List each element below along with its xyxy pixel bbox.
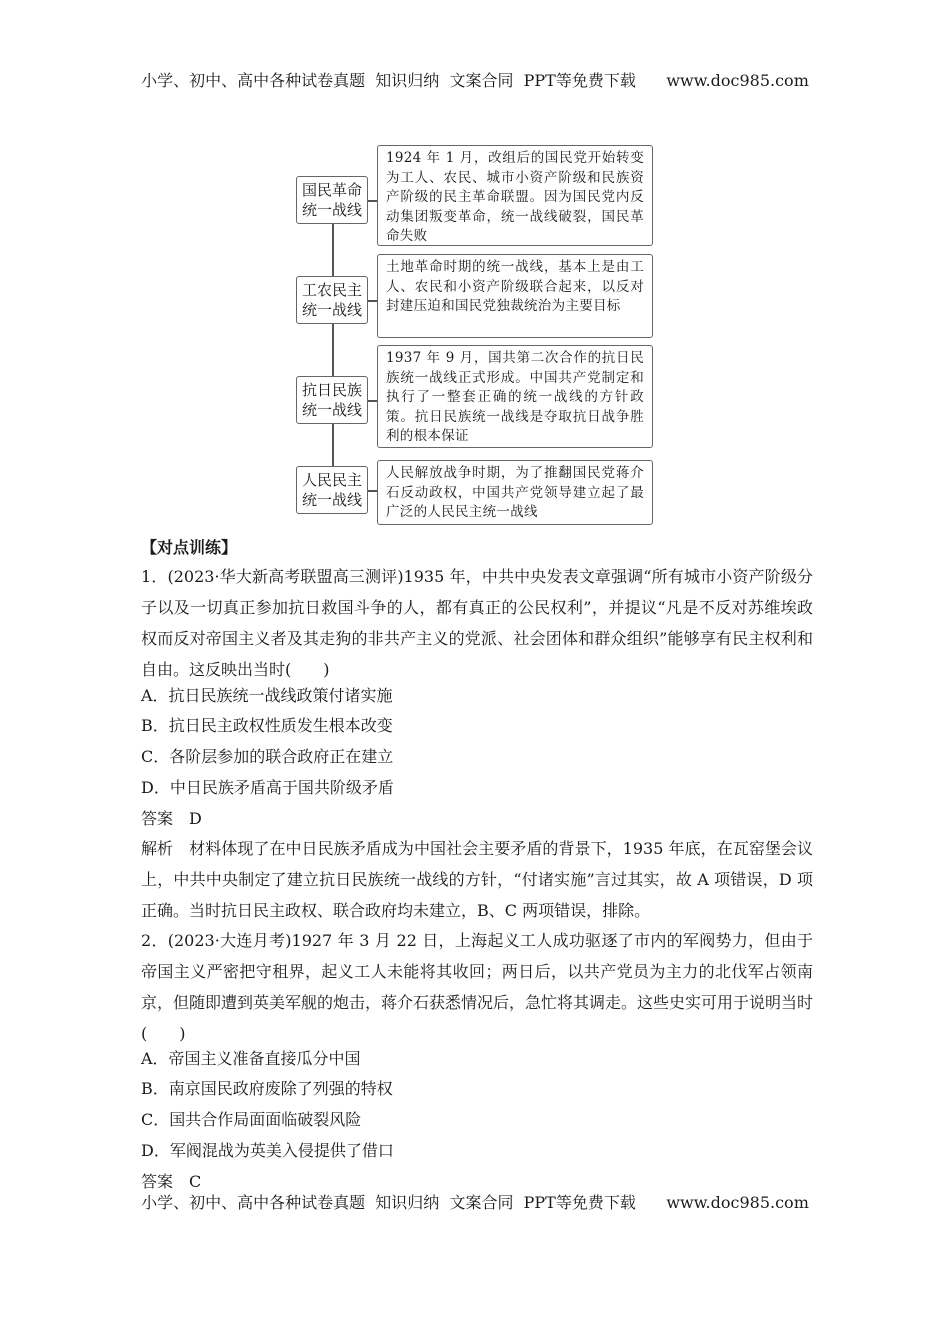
node-worker-peasant: 工农民主统一战线: [296, 276, 368, 324]
page-header: 小学、初中、高中各种试卷真题 知识归纳 文案合同 PPT等免费下载 www.doc985.com: [141, 71, 809, 90]
connector: [368, 300, 377, 302]
q2-option-a: A．帝国主义准备直接瓜分中国: [141, 1049, 361, 1068]
page-footer: 小学、初中、高中各种试卷真题 知识归纳 文案合同 PPT等免费下载 www.doc985.com: [141, 1193, 809, 1212]
desc-anti-japanese: 1937 年 9 月，国共第二次合作的抗日民族统一战线正式形成。中国共产党制定和执行了一整套正确的统一战线的方针政策。抗日民族统一战线是夺取抗日战争胜利的根本保证: [377, 345, 653, 448]
node-peoples-democratic: 人民民主统一战线: [296, 466, 368, 514]
q1-analysis: 解析 材料体现了在中日民族矛盾成为中国社会主要矛盾的背景下，1935 年底，在瓦窑堡会议上，中共中央制定了建立抗日民族统一战线的方针，“付诸实施”言过其实，故 A 项错误，D 项正确。当时抗日民主政权、联合政府均未建立，B、C 两项错误，排除。: [141, 839, 813, 920]
q2-answer: 答案 C: [141, 1172, 202, 1191]
q2-option-d: D．军阀混战为英美入侵提供了借口: [141, 1141, 394, 1160]
connector: [368, 400, 377, 402]
connector: [368, 490, 377, 492]
q1-stem: 1．(2023·华大新高考联盟高三测评)1935 年，中共中央发表文章强调“所有城市小资产阶级分子以及一切真正参加抗日救国斗争的人，都有真正的公民权利”，并提议“凡是不反对苏维埃政权而反对帝国主义者及其走狗的非共产主义的党派、社会团体和群众组织”能够享有民主权利和自由。这反映出当时( ): [141, 567, 813, 679]
desc-worker-peasant: 土地革命时期的统一战线，基本上是由工人、农民和小资产阶级联合起来，以反对封建压迫和国民党独裁统治为主要目标: [377, 254, 653, 338]
q1-answer: 答案 D: [141, 809, 202, 828]
q2-option-b: B．南京国民政府废除了列强的特权: [141, 1079, 393, 1098]
desc-national-revolution: 1924 年 1 月，改组后的国民党开始转变为工人、农民、城市小资产阶级和民族资产阶级的民主革命联盟。因为国民党内反动集团叛变革命，统一战线破裂，国民革命失败: [377, 145, 653, 246]
section-title: 【对点训练】: [141, 538, 238, 557]
q1-option-a: A．抗日民族统一战线政策付诸实施: [141, 686, 393, 705]
node-national-revolution: 国民革命统一战线: [296, 176, 368, 224]
q1-option-c: C．各阶层参加的联合政府正在建立: [141, 747, 394, 766]
q1-option-d: D．中日民族矛盾高于国共阶级矛盾: [141, 778, 394, 797]
node-anti-japanese: 抗日民族统一战线: [296, 376, 368, 424]
diagram-spine: [332, 180, 334, 497]
q1-option-b: B．抗日民主政权性质发生根本改变: [141, 716, 393, 735]
q2-option-c: C．国共合作局面面临破裂风险: [141, 1110, 362, 1129]
desc-peoples-democratic: 人民解放战争时期，为了推翻国民党蒋介石反动政权，中国共产党领导建立起了最广泛的人民民主统一战线: [377, 460, 653, 525]
q2-stem: 2．(2023·大连月考)1927 年 3 月 22 日，上海起义工人成功驱逐了市内的军阀势力，但由于帝国主义严密把守租界，起义工人未能将其收回；两日后，以共产党员为主力的北伐军占领南京，但随即遭到英美军舰的炮击，蒋介石获悉情况后，急忙将其调走。这些史实可用于说明当时( ): [141, 931, 814, 1043]
united-front-diagram: [0, 0, 950, 540]
connector: [368, 200, 377, 202]
